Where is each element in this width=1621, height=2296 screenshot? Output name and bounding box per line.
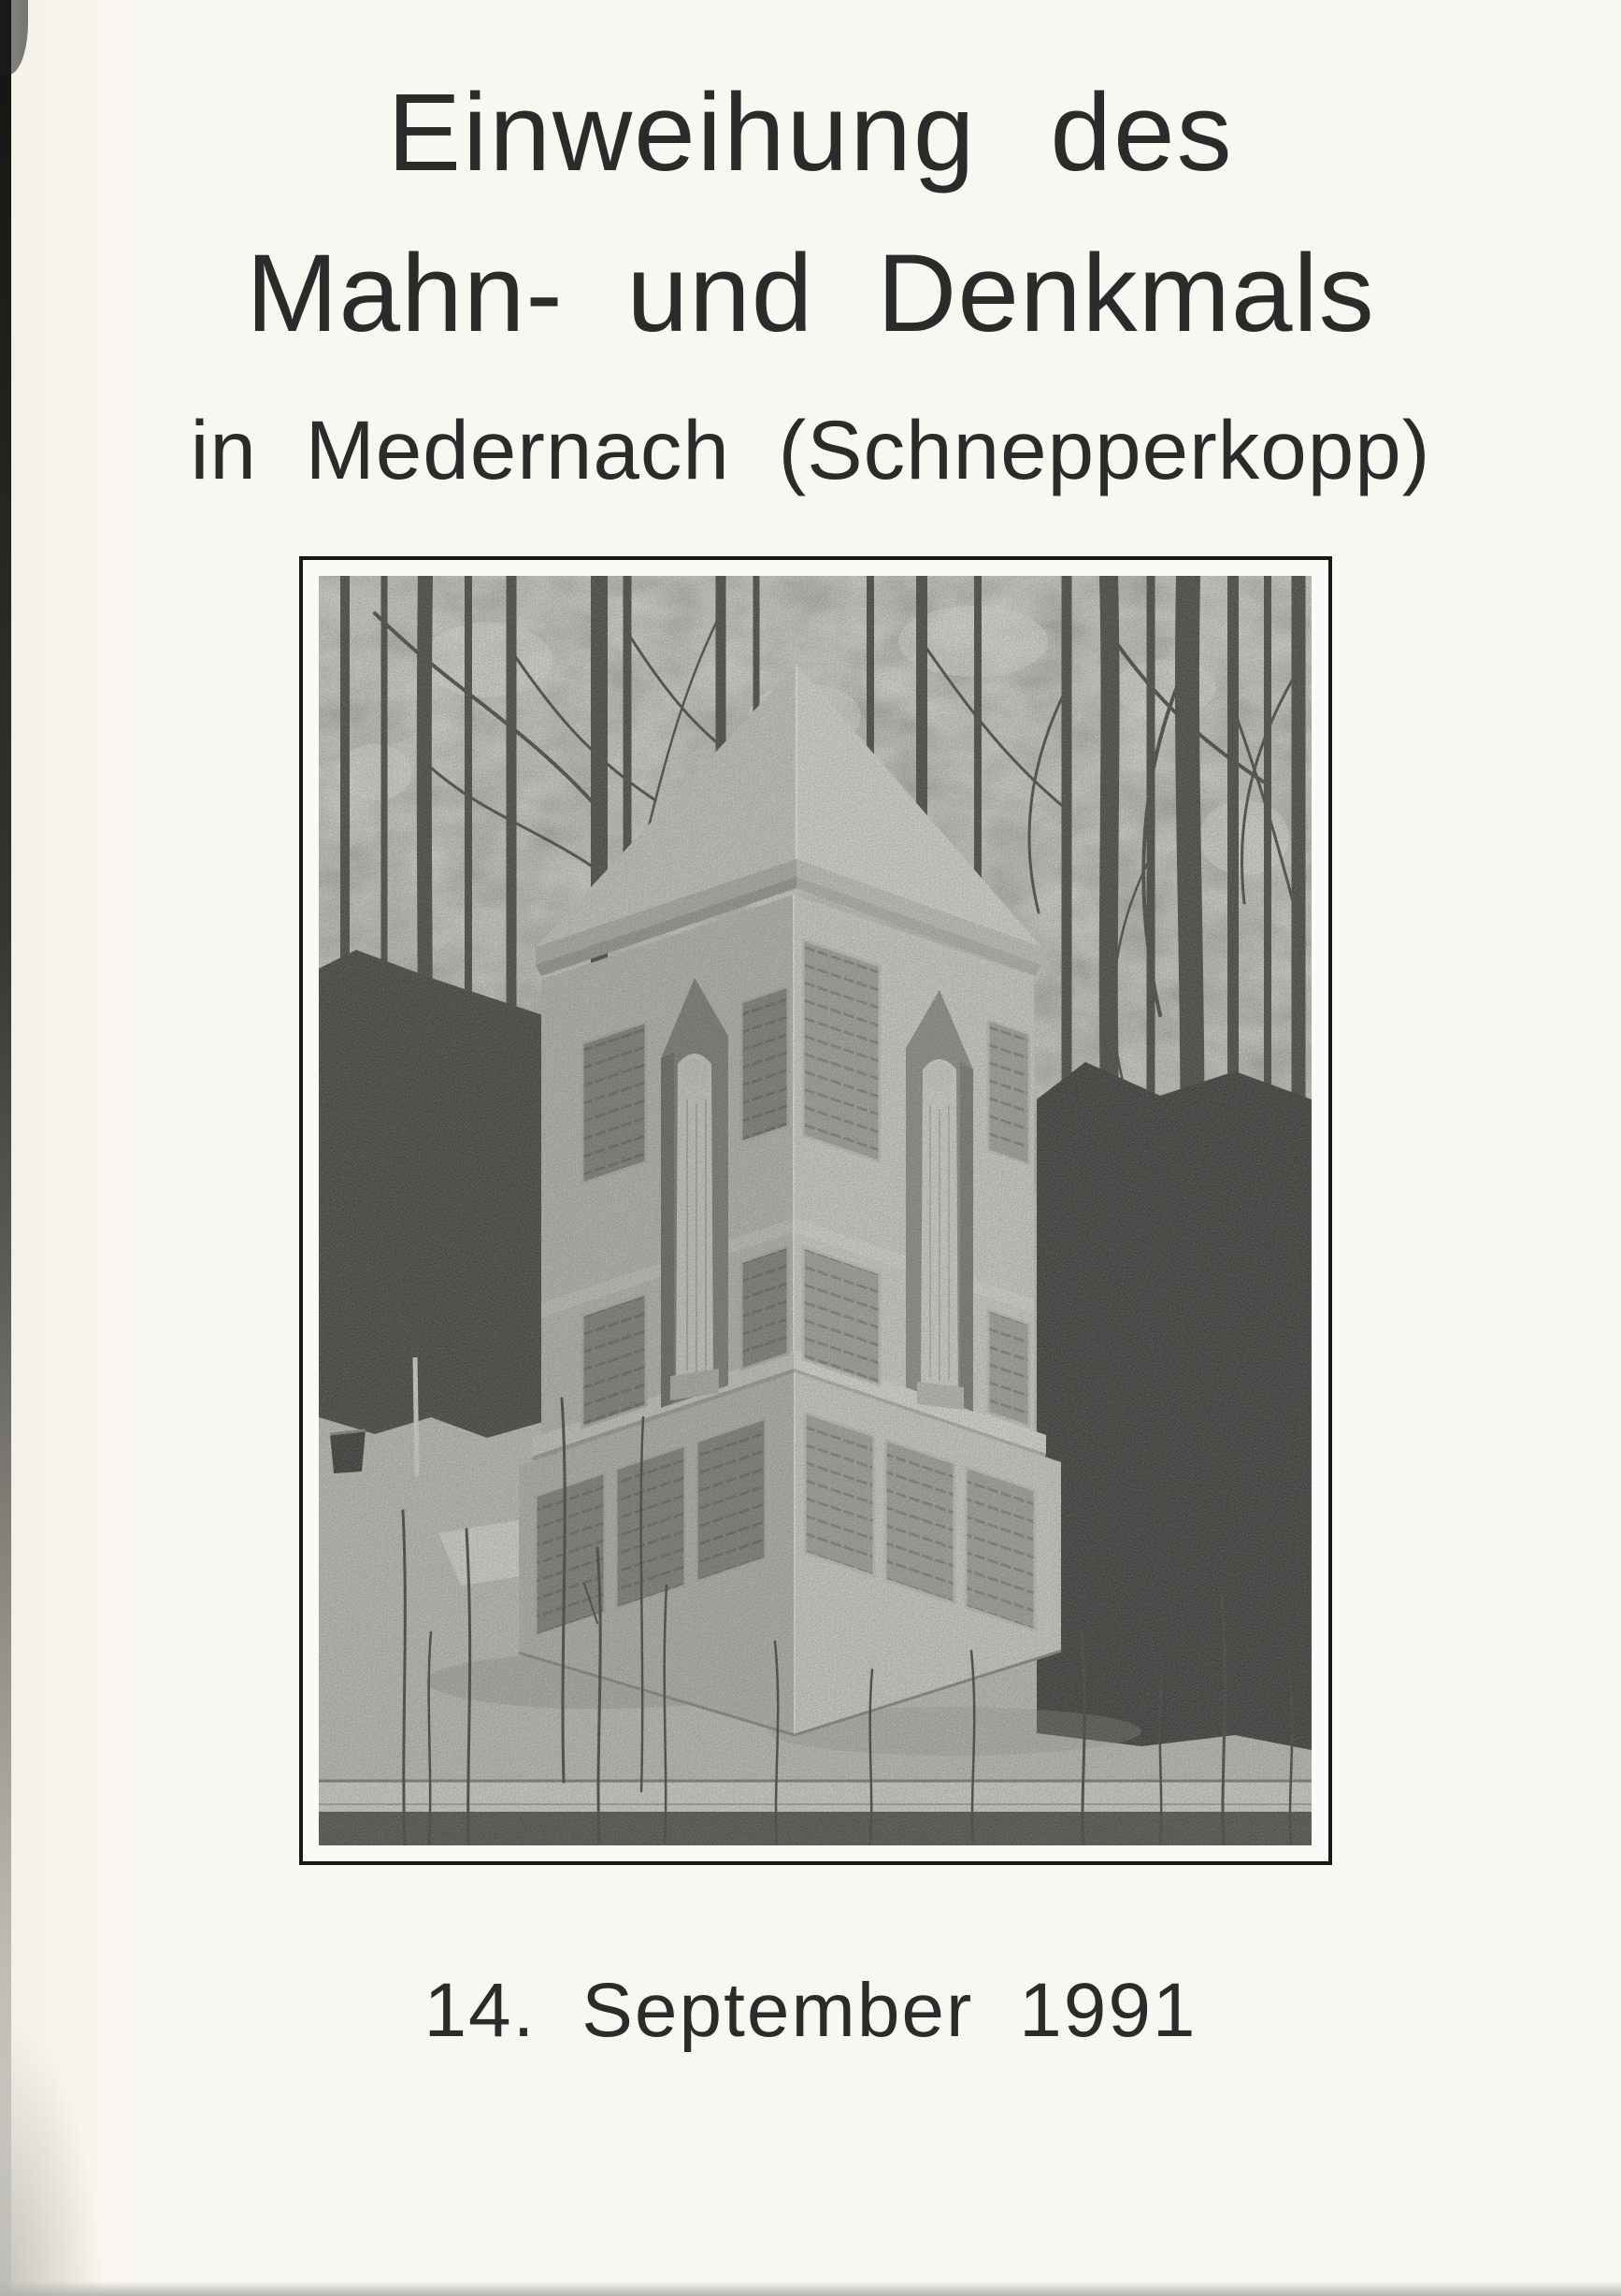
title-line-1: Einweihung des [387,71,1234,194]
page-curl-shadow [0,2016,103,2296]
grain-overlay-light [319,576,1312,1845]
event-date: 14. September 1991 [423,1968,1198,2053]
scan-edge-bottom [0,2281,1621,2296]
subtitle: in Medernach (Schnepperkopp) [190,403,1431,496]
photo-frame [299,556,1332,1865]
monument-photo [319,576,1312,1845]
title-line-2: Mahn- und Denkmals [246,232,1375,355]
